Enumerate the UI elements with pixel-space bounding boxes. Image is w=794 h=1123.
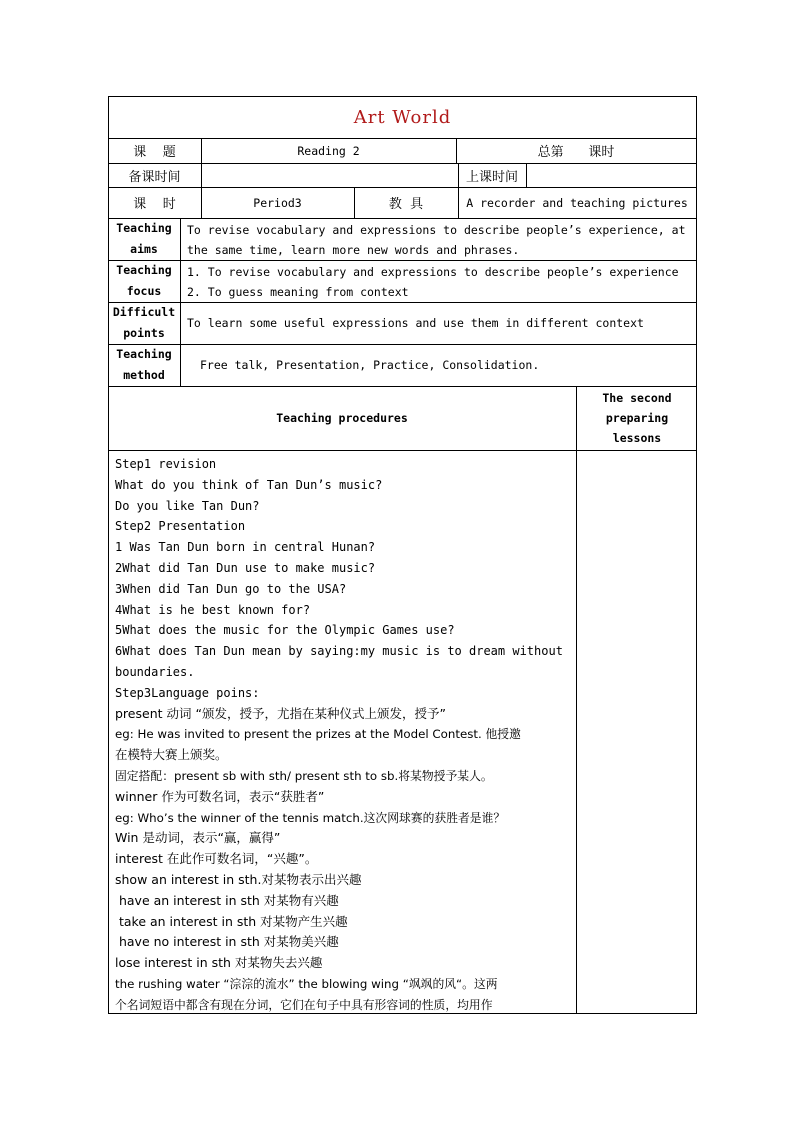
aims-line-1: To revise vocabulary and expressions to describe people’s experience, at — [187, 223, 686, 237]
prep-time-value[interactable] — [201, 163, 458, 187]
procedure-line: have an interest in sth 对某物有兴趣 — [115, 892, 339, 908]
procedure-line: eg: Who’s the winner of the tennis match.这次网球赛的获胜者是谁？ — [115, 810, 506, 825]
procedure-line: show an interest in sth.对某物表示出兴趣 — [115, 871, 362, 887]
procedure-line: 2What did Tan Dun use to make music? — [115, 560, 376, 575]
procedure-line: Step1 revision — [115, 457, 217, 471]
procedures-body — [108, 450, 576, 1014]
topic-value: Reading 2 — [297, 143, 360, 158]
aims-line-2: the same time, learn more new words and phrases. — [187, 243, 520, 257]
period-label: 课 时 — [133, 197, 176, 212]
procedure-lines — [115, 454, 573, 1016]
procedure-line: eg: He was invited to present the prizes at the Model Contest. 他授邀 — [115, 727, 521, 742]
focus-line-1: 1. To revise vocabulary and expressions to describe people’s experience — [187, 265, 679, 279]
class-time-value[interactable] — [526, 163, 696, 187]
procedure-line: lose interest in sth 对某物失去兴趣 — [115, 955, 323, 971]
teaching-method-text: Free talk, Presentation, Practice, Consolidation. — [200, 358, 540, 372]
procedure-line: interest 在此作可数名词，“兴趣”。 — [115, 851, 318, 867]
procedure-line: 3When did Tan Dun go to the USA? — [115, 581, 347, 596]
procedure-line: 在模特大赛上颁奖。 — [115, 747, 228, 763]
procedure-line: present 动词 “颁发，授予，尤指在某种仪式上颁发，授予” — [115, 705, 446, 721]
teaching-aims-label: Teaching aims — [116, 221, 172, 256]
procedure-line: boundaries. — [115, 664, 195, 679]
procedure-line: the rushing water “淙淙的流水” the blowing wing “飒飒的风“。这两 — [115, 976, 498, 991]
focus-line-2: 2. To guess meaning from context — [187, 285, 409, 299]
procedure-line: Step2 Presentation — [115, 519, 246, 534]
difficult-points-label: Difficult points — [112, 305, 176, 340]
procedure-line: Win 是动词，表示“赢，赢得” — [115, 830, 281, 846]
teaching-method-label: Teaching method — [116, 347, 172, 382]
total-lessons-label: 总第 课时 — [537, 145, 615, 160]
procedure-line: have no interest in sth 对某物美兴趣 — [115, 934, 339, 950]
teaching-tools-value: A recorder and teaching pictures — [466, 195, 688, 210]
procedure-line: Do you like Tan Dun? — [115, 498, 260, 513]
second-preparing-header: The second preparing lessons — [602, 391, 672, 445]
prep-time-label: 备课时间 — [128, 169, 181, 185]
teaching-focus-text — [187, 262, 695, 302]
procedure-line: Step3Language poins: — [115, 685, 260, 700]
teaching-tools-label: 教 具 — [388, 197, 424, 212]
procedure-line: 5What does the music for the Olympic Games use? — [115, 623, 455, 638]
page-title: Art World — [353, 106, 452, 128]
second-preparing-body[interactable] — [577, 450, 696, 1014]
procedure-line: 个名词短语中都含有现在分词，它们在句子中具有形容词的性质，均用作 — [115, 997, 493, 1012]
procedure-line: 固定搭配：present sb with sth/ present sth to sb.将某物授予某人。 — [115, 768, 493, 783]
period-value: Period3 — [253, 195, 302, 210]
difficult-points-text: To learn some useful expressions and use them in different context — [187, 316, 644, 330]
teaching-aims-text — [187, 220, 695, 260]
procedure-line: 6What does Tan Dun mean by saying:my music is to dream without — [115, 644, 563, 659]
teaching-procedures-header: Teaching procedures — [276, 410, 408, 425]
procedure-line: winner 作为可数名词，表示“获胜者” — [115, 788, 325, 804]
procedure-line: What do you think of Tan Dun’s music? — [115, 477, 383, 492]
procedure-line: take an interest in sth 对某物产生兴趣 — [115, 913, 348, 929]
procedure-line: 1 Was Tan Dun born in central Hunan? — [115, 540, 376, 555]
procedure-line: 4What is he best known for? — [115, 602, 311, 617]
teaching-focus-label: Teaching focus — [116, 263, 172, 298]
topic-label: 课 题 — [133, 145, 176, 160]
class-time-label: 上课时间 — [465, 169, 518, 185]
